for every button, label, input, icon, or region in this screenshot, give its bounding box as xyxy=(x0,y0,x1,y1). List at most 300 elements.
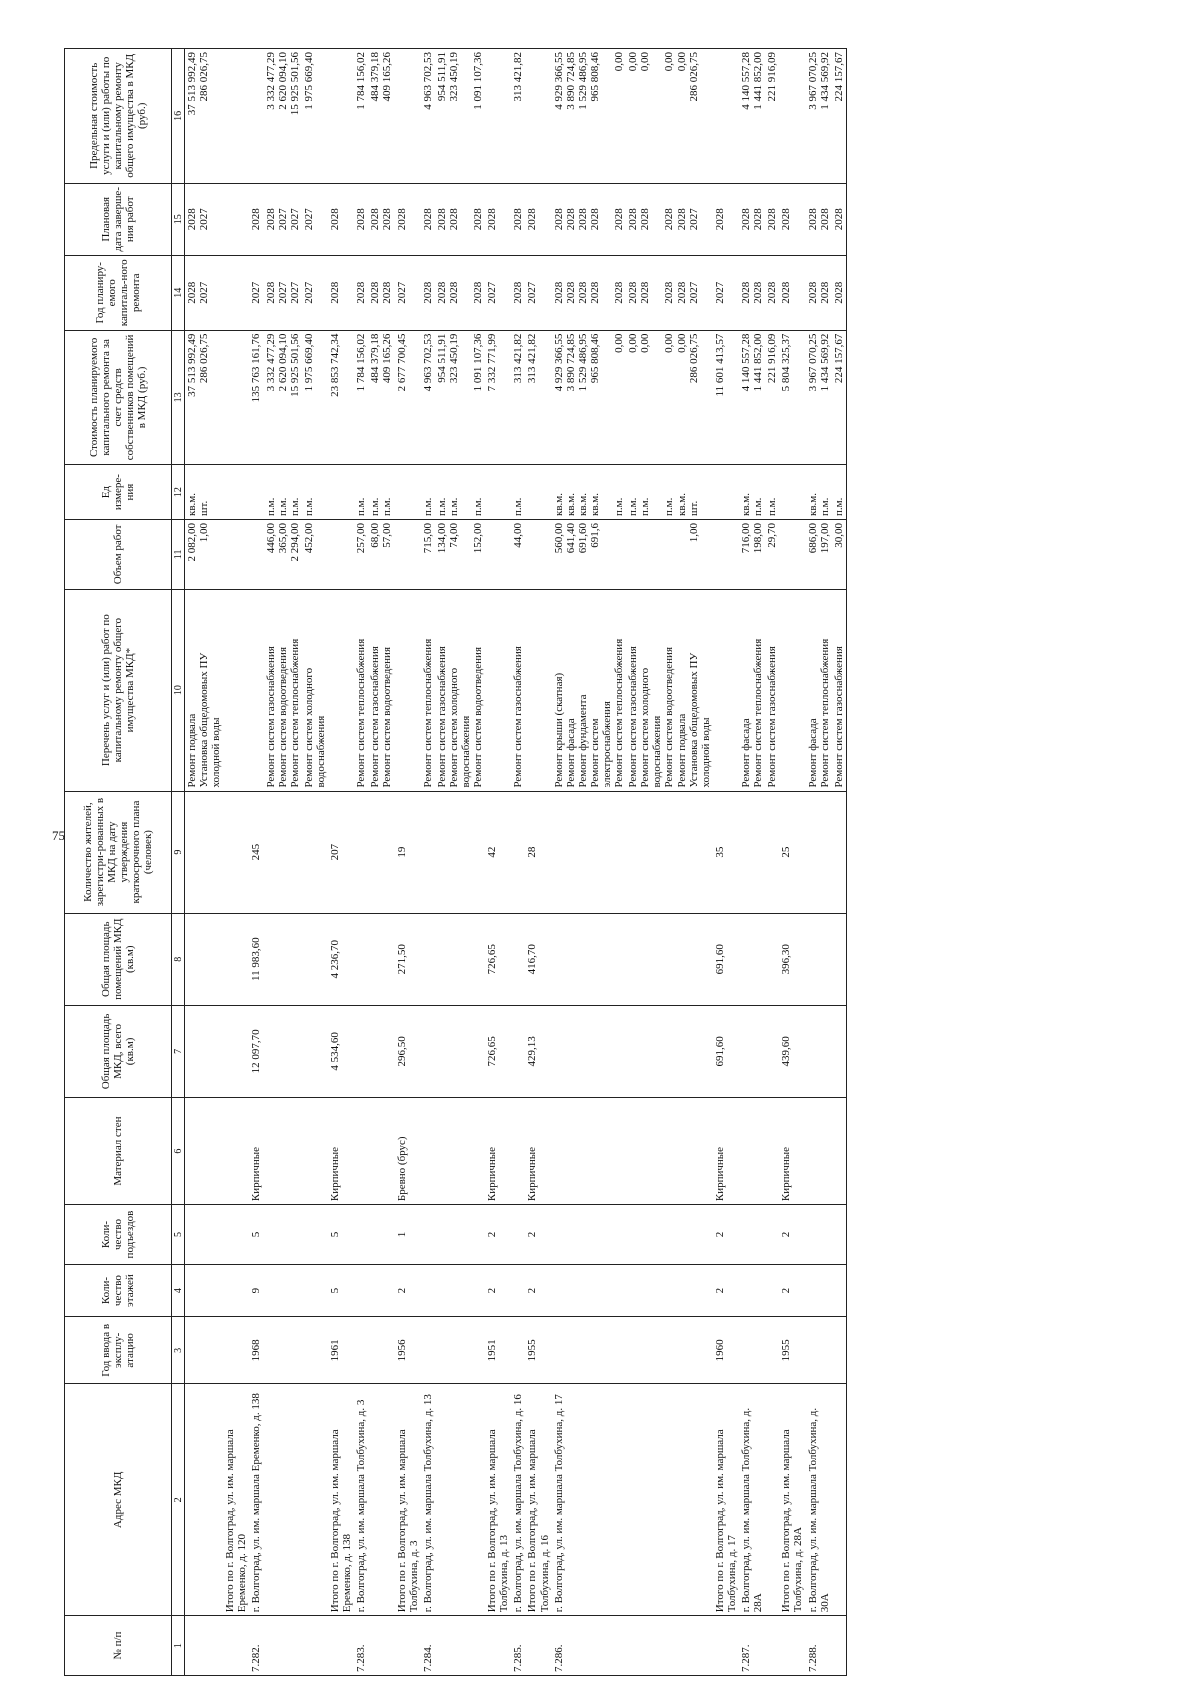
planned-cost-cell: 954 511,91 323 450,19 1 091 107,36 xyxy=(435,330,485,465)
column-number-cell: 3 xyxy=(172,1317,185,1384)
address-cell: г. Волгоград, ул. им. маршала Толбухина, д. 28А xyxy=(739,1384,765,1616)
total-area-cell: 726,65 xyxy=(485,1005,511,1097)
row-number-cell xyxy=(485,1616,511,1676)
total-area-cell xyxy=(739,1005,765,1097)
year-built-cell: 1951 xyxy=(485,1317,511,1384)
column-number-cell: 16 xyxy=(172,49,185,184)
planned-year-cell: 2028 xyxy=(354,255,368,330)
total-area-cell: 296,50 xyxy=(395,1005,421,1097)
unit-cell: кв.м. шт. xyxy=(185,465,224,520)
planned-cost-cell: 7 332 771,99 xyxy=(485,330,511,465)
row-number-cell xyxy=(223,1616,249,1676)
completion-date-cell: 2028 xyxy=(779,183,805,255)
column-number-cell: 11 xyxy=(172,519,185,589)
planned-year-cell: 2028 2028 2028 2028 2028 xyxy=(552,255,627,330)
header-cell: Год ввода в эксплу-атацию xyxy=(65,1317,172,1384)
works-list-cell: Ремонт крыши (скатная) Ремонт фасада Ремонт фундамента Ремонт систем электроснабжения Ремонт систем теплоснабжения xyxy=(552,589,627,791)
unit-cell: кв.м. кв.м. кв.м. кв.м. п.м. xyxy=(552,465,627,520)
header-cell: Коли-чество этажей xyxy=(65,1264,172,1316)
table-row xyxy=(552,49,627,1676)
wall-material-cell xyxy=(626,1098,713,1205)
entrances-cell: 2 xyxy=(713,1205,739,1265)
planned-cost-cell: 2 677 700,45 xyxy=(395,330,421,465)
residents-cell xyxy=(765,791,779,913)
rotated-table-wrapper xyxy=(64,48,1180,1676)
planned-cost-cell: 4 963 702,53 xyxy=(421,330,435,465)
planned-year-cell: 2028 2028 2028 2028 2027 xyxy=(626,255,713,330)
table-row xyxy=(435,49,485,1676)
page-number: 75 xyxy=(52,828,65,843)
table-row xyxy=(395,49,421,1676)
address-cell: г. Волгоград, ул. им. маршала Толбухина, д. 3 xyxy=(354,1384,368,1616)
completion-date-cell: 2028 xyxy=(832,183,847,255)
premises-area-cell xyxy=(223,913,249,1005)
premises-area-cell xyxy=(264,913,302,1005)
work-volume-cell: 715,00 xyxy=(421,519,435,589)
unit-cell: п.м. xyxy=(832,465,847,520)
header-cell: Общая площадь МКД, всего (кв.м) xyxy=(65,1005,172,1097)
residents-cell xyxy=(511,791,525,913)
floors-cell: 2 xyxy=(779,1264,805,1316)
works-list-cell: Ремонт систем газоснабжения xyxy=(765,589,779,791)
planned-year-cell: 2028 xyxy=(765,255,779,330)
residents-cell xyxy=(806,791,832,913)
header-cell: Количество жителей, зарегистри-рованных в МКД на дату утверждения краткосрочного плана (человек) xyxy=(65,791,172,913)
limit-cost-cell xyxy=(249,49,263,184)
year-built-cell xyxy=(739,1317,765,1384)
planned-cost-cell: 4 140 557,28 1 441 852,00 xyxy=(739,330,765,465)
year-built-cell: 1955 xyxy=(779,1317,805,1384)
completion-date-cell: 2028 xyxy=(328,183,354,255)
work-volume-cell xyxy=(779,519,805,589)
header-cell: Общая площадь помещений МКД (кв.м) xyxy=(65,913,172,1005)
total-area-cell xyxy=(302,1005,328,1097)
address-cell xyxy=(832,1384,847,1616)
works-list-cell: Ремонт систем газоснабжения Ремонт систем водоотведения Ремонт систем теплоснабжения xyxy=(264,589,302,791)
completion-date-cell: 2028 xyxy=(765,183,779,255)
table-row xyxy=(806,49,832,1676)
unit-cell: п.м. п.м. п.м. xyxy=(264,465,302,520)
limit-cost-cell: 313 421,82 xyxy=(511,49,525,184)
residents-cell xyxy=(552,791,627,913)
address-cell: Итого по г. Волгоград, ул. им. маршала Толбухина, д. 16 xyxy=(525,1384,551,1616)
premises-area-cell xyxy=(421,913,435,1005)
entrances-cell xyxy=(552,1205,627,1265)
residents-cell: 207 xyxy=(328,791,354,913)
entrances-cell xyxy=(806,1205,832,1265)
limit-cost-cell xyxy=(485,49,511,184)
planned-cost-cell: 484 379,18 409 165,26 xyxy=(368,330,394,465)
planned-year-cell: 2027 xyxy=(249,255,263,330)
works-list-cell: Ремонт систем газоснабжения Ремонт систем водоотведения xyxy=(368,589,394,791)
table-row xyxy=(765,49,779,1676)
year-built-cell xyxy=(832,1317,847,1384)
works-list-cell xyxy=(395,589,421,791)
planned-year-cell: 2027 xyxy=(395,255,421,330)
work-volume-cell: 44,00 xyxy=(511,519,525,589)
floors-cell xyxy=(354,1264,368,1316)
residents-cell xyxy=(368,791,394,913)
total-area-cell xyxy=(626,1005,713,1097)
wall-material-cell: Бревно (брус) xyxy=(395,1098,421,1205)
completion-date-cell: 2028 xyxy=(421,183,435,255)
header-cell: Ед измере-ния xyxy=(65,465,172,520)
floors-cell xyxy=(511,1264,525,1316)
row-number-cell xyxy=(395,1616,421,1676)
floors-cell: 2 xyxy=(485,1264,511,1316)
wall-material-cell xyxy=(354,1098,368,1205)
unit-cell: п.м. xyxy=(302,465,328,520)
wall-material-cell xyxy=(739,1098,765,1205)
premises-area-cell xyxy=(739,913,765,1005)
year-built-cell xyxy=(223,1317,249,1384)
planned-cost-cell: 1 784 156,02 xyxy=(354,330,368,465)
residents-cell xyxy=(302,791,328,913)
entrances-cell xyxy=(354,1205,368,1265)
column-number-cell: 10 xyxy=(172,589,185,791)
planned-cost-cell: 313 421,82 xyxy=(525,330,551,465)
premises-area-cell xyxy=(806,913,832,1005)
address-cell: Итого по г. Волгоград, ул. им. маршала Толбухина, д. 13 xyxy=(485,1384,511,1616)
planned-cost-cell: 37 513 992,49 286 026,75 xyxy=(185,330,224,465)
premises-area-cell xyxy=(552,913,627,1005)
limit-cost-cell xyxy=(328,49,354,184)
completion-date-cell: 2028 xyxy=(511,183,525,255)
wall-material-cell: Кирпичные xyxy=(525,1098,551,1205)
column-number-cell: 1 xyxy=(172,1616,185,1676)
premises-area-cell xyxy=(511,913,525,1005)
limit-cost-cell: 37 513 992,49 286 026,75 xyxy=(185,49,224,184)
column-number-cell: 6 xyxy=(172,1098,185,1205)
limit-cost-cell: 954 511,91 323 450,19 1 091 107,36 xyxy=(435,49,485,184)
work-volume-cell: 68,00 57,00 xyxy=(368,519,394,589)
work-volume-cell: 29,70 xyxy=(765,519,779,589)
works-list-cell xyxy=(485,589,511,791)
planned-cost-cell: 313 421,82 xyxy=(511,330,525,465)
planned-cost-cell: 1 975 669,40 xyxy=(302,330,328,465)
floors-cell xyxy=(552,1264,627,1316)
work-volume-cell: 2 082,00 1,00 xyxy=(185,519,224,589)
planned-year-cell: 2027 xyxy=(525,255,551,330)
header-cell: Стоимость планируемого капитального ремонта за счет средств собственников помещений в МКД (руб.) xyxy=(65,330,172,465)
work-volume-cell: 686,00 197,00 xyxy=(806,519,832,589)
year-built-cell xyxy=(552,1317,627,1384)
works-list-cell: Ремонт систем холодного водоснабжения xyxy=(302,589,328,791)
completion-date-cell: 2028 2028 2028 2028 2027 xyxy=(626,183,713,255)
row-number-cell xyxy=(328,1616,354,1676)
entrances-cell: 2 xyxy=(525,1205,551,1265)
wall-material-cell: Кирпичные xyxy=(779,1098,805,1205)
works-list-cell: Ремонт фасада Ремонт систем теплоснабжения xyxy=(806,589,832,791)
row-number-cell: 7.283. xyxy=(354,1616,368,1676)
completion-date-cell: 2028 2028 xyxy=(368,183,394,255)
total-area-cell xyxy=(552,1005,627,1097)
limit-cost-cell xyxy=(223,49,249,184)
residents-cell xyxy=(185,791,224,913)
floors-cell: 9 xyxy=(249,1264,263,1316)
wall-material-cell xyxy=(832,1098,847,1205)
address-cell xyxy=(264,1384,302,1616)
work-volume-cell: 257,00 xyxy=(354,519,368,589)
premises-area-cell: 396,30 xyxy=(779,913,805,1005)
year-built-cell: 1960 xyxy=(713,1317,739,1384)
limit-cost-cell xyxy=(525,49,551,184)
floors-cell xyxy=(185,1264,224,1316)
unit-cell: кв.м. п.м. xyxy=(806,465,832,520)
table-row xyxy=(302,49,328,1676)
wall-material-cell xyxy=(302,1098,328,1205)
floors-cell xyxy=(435,1264,485,1316)
header-cell: Материал стен xyxy=(65,1098,172,1205)
works-list-cell xyxy=(223,589,249,791)
address-cell xyxy=(302,1384,328,1616)
premises-area-cell: 271,50 xyxy=(395,913,421,1005)
floors-cell xyxy=(626,1264,713,1316)
work-volume-cell xyxy=(223,519,249,589)
works-list-cell: Ремонт систем газоснабжения xyxy=(832,589,847,791)
wall-material-cell xyxy=(552,1098,627,1205)
completion-date-cell: 2027 xyxy=(302,183,328,255)
table-row xyxy=(368,49,394,1676)
header-cell: Коли-чество подъездов xyxy=(65,1205,172,1265)
residents-cell: 35 xyxy=(713,791,739,913)
premises-area-cell: 11 983,60 xyxy=(249,913,263,1005)
completion-date-cell: 2028 2028 xyxy=(806,183,832,255)
entrances-cell xyxy=(435,1205,485,1265)
premises-area-cell xyxy=(302,913,328,1005)
floors-cell xyxy=(832,1264,847,1316)
entrances-cell xyxy=(626,1205,713,1265)
completion-date-cell: 2028 2028 2028 xyxy=(435,183,485,255)
planned-cost-cell: 5 804 325,37 xyxy=(779,330,805,465)
residents-cell xyxy=(354,791,368,913)
planned-year-cell: 2028 2028 xyxy=(368,255,394,330)
works-list-cell xyxy=(779,589,805,791)
year-built-cell: 1955 xyxy=(525,1317,551,1384)
premises-area-cell xyxy=(185,913,224,1005)
year-built-cell xyxy=(302,1317,328,1384)
column-number-row xyxy=(172,49,185,1676)
total-area-cell: 4 534,60 xyxy=(328,1005,354,1097)
row-number-cell: 7.286. xyxy=(552,1616,627,1676)
column-number-cell: 15 xyxy=(172,183,185,255)
unit-cell: кв.м. п.м. xyxy=(739,465,765,520)
row-number-cell xyxy=(832,1616,847,1676)
entrances-cell xyxy=(302,1205,328,1265)
completion-date-cell xyxy=(223,183,249,255)
premises-area-cell xyxy=(626,913,713,1005)
total-area-cell: 429,13 xyxy=(525,1005,551,1097)
total-area-cell xyxy=(435,1005,485,1097)
residents-cell xyxy=(223,791,249,913)
unit-cell: п.м. xyxy=(421,465,435,520)
planned-year-cell: 2027 xyxy=(302,255,328,330)
limit-cost-cell: 4 929 366,55 3 890 724,85 1 529 486,95 965 808,46 0,00 xyxy=(552,49,627,184)
residents-cell: 19 xyxy=(395,791,421,913)
year-built-cell xyxy=(626,1317,713,1384)
limit-cost-cell: 221 916,09 xyxy=(765,49,779,184)
unit-cell: п.м. xyxy=(511,465,525,520)
unit-cell xyxy=(223,465,249,520)
planned-year-cell: 2028 xyxy=(511,255,525,330)
work-volume-cell: 716,00 198,00 xyxy=(739,519,765,589)
limit-cost-cell xyxy=(779,49,805,184)
address-cell xyxy=(765,1384,779,1616)
table-row xyxy=(249,49,263,1676)
completion-date-cell: 2028 2028 xyxy=(739,183,765,255)
work-volume-cell: 1,00 xyxy=(626,519,713,589)
table-body xyxy=(185,49,847,1676)
header-cell: Перечень услуг и (или) работ по капитальному ремонту общего имущества МКД* xyxy=(65,589,172,791)
row-number-cell xyxy=(713,1616,739,1676)
header-cell: Плановая дата заверше-ния работ xyxy=(65,183,172,255)
table-row xyxy=(525,49,551,1676)
work-volume-cell: 560,00 641,40 691,60 691,6 xyxy=(552,519,627,589)
works-list-cell: Ремонт подвала Установка общедомовых ПУ холодной воды xyxy=(185,589,224,791)
residents-cell xyxy=(421,791,435,913)
floors-cell xyxy=(302,1264,328,1316)
capital-repair-table xyxy=(64,48,847,1676)
column-number-cell: 5 xyxy=(172,1205,185,1265)
floors-cell xyxy=(806,1264,832,1316)
work-volume-cell xyxy=(395,519,421,589)
header-cell: Год планиру-емого капиталь-ного ремонта xyxy=(65,255,172,330)
row-number-cell xyxy=(185,1616,224,1676)
work-volume-cell: 452,00 xyxy=(302,519,328,589)
entrances-cell: 5 xyxy=(328,1205,354,1265)
address-cell xyxy=(368,1384,394,1616)
table-row xyxy=(779,49,805,1676)
table-row xyxy=(485,49,511,1676)
wall-material-cell xyxy=(264,1098,302,1205)
wall-material-cell xyxy=(223,1098,249,1205)
work-volume-cell xyxy=(249,519,263,589)
entrances-cell: 2 xyxy=(485,1205,511,1265)
unit-cell: п.м. xyxy=(765,465,779,520)
year-built-cell xyxy=(765,1317,779,1384)
entrances-cell xyxy=(765,1205,779,1265)
completion-date-cell: 2028 xyxy=(485,183,511,255)
limit-cost-cell: 4 963 702,53 xyxy=(421,49,435,184)
entrances-cell xyxy=(511,1205,525,1265)
work-volume-cell xyxy=(328,519,354,589)
table-row xyxy=(832,49,847,1676)
wall-material-cell: Кирпичные xyxy=(328,1098,354,1205)
work-volume-cell: 446,00 365,00 2 294,00 xyxy=(264,519,302,589)
premises-area-cell: 416,70 xyxy=(525,913,551,1005)
row-number-cell: 7.282. xyxy=(249,1616,263,1676)
completion-date-cell: 2028 xyxy=(249,183,263,255)
planned-cost-cell xyxy=(223,330,249,465)
row-number-cell: 7.287. xyxy=(739,1616,765,1676)
row-number-cell xyxy=(435,1616,485,1676)
limit-cost-cell: 1 784 156,02 xyxy=(354,49,368,184)
work-volume-cell: 30,00 xyxy=(832,519,847,589)
total-area-cell: 12 097,70 xyxy=(249,1005,263,1097)
completion-date-cell: 2028 2027 xyxy=(185,183,224,255)
unit-cell: п.м. xyxy=(354,465,368,520)
entrances-cell xyxy=(185,1205,224,1265)
floors-cell xyxy=(765,1264,779,1316)
wall-material-cell: Кирпичные xyxy=(485,1098,511,1205)
residents-cell xyxy=(626,791,713,913)
total-area-cell xyxy=(185,1005,224,1097)
address-cell: Итого по г. Волгоград, ул. им. маршала Толбухина, д. 28А xyxy=(779,1384,805,1616)
residents-cell: 28 xyxy=(525,791,551,913)
header-cell: Адрес МКД xyxy=(65,1384,172,1616)
unit-cell: п.м. п.м. п.м. кв.м. шт. xyxy=(626,465,713,520)
entrances-cell: 1 xyxy=(395,1205,421,1265)
planned-cost-cell: 224 157,67 xyxy=(832,330,847,465)
premises-area-cell xyxy=(354,913,368,1005)
table-row xyxy=(354,49,368,1676)
header-cell: № п/п xyxy=(65,1616,172,1676)
unit-cell xyxy=(395,465,421,520)
address-cell: г. Волгоград, ул. им. маршала Еременко, д. 138 xyxy=(249,1384,263,1616)
row-number-cell: 7.284. xyxy=(421,1616,435,1676)
works-list-cell xyxy=(328,589,354,791)
entrances-cell xyxy=(832,1205,847,1265)
floors-cell xyxy=(368,1264,394,1316)
address-cell xyxy=(435,1384,485,1616)
row-number-cell xyxy=(264,1616,302,1676)
limit-cost-cell: 4 140 557,28 1 441 852,00 xyxy=(739,49,765,184)
works-list-cell: Ремонт систем газоснабжения Ремонт систем холодного водоснабжения Ремонт систем водоотведения Ремонт подвала Установка общедомовых ПУ холодной воды xyxy=(626,589,713,791)
row-number-cell xyxy=(302,1616,328,1676)
column-number-cell: 8 xyxy=(172,913,185,1005)
year-built-cell: 1956 xyxy=(395,1317,421,1384)
address-cell xyxy=(185,1384,224,1616)
limit-cost-cell xyxy=(395,49,421,184)
work-volume-cell xyxy=(485,519,511,589)
limit-cost-cell: 3 967 070,25 1 434 569,92 xyxy=(806,49,832,184)
residents-cell: 42 xyxy=(485,791,511,913)
premises-area-cell xyxy=(368,913,394,1005)
premises-area-cell: 4 236,70 xyxy=(328,913,354,1005)
table-row xyxy=(421,49,435,1676)
column-number-cell: 12 xyxy=(172,465,185,520)
premises-area-cell xyxy=(765,913,779,1005)
column-number-cell: 4 xyxy=(172,1264,185,1316)
work-volume-cell xyxy=(713,519,739,589)
table-row xyxy=(626,49,713,1676)
column-number-cell: 2 xyxy=(172,1384,185,1616)
table-row xyxy=(223,49,249,1676)
planned-year-cell: 2028 2028 xyxy=(739,255,765,330)
address-cell: Итого по г. Волгоград, ул. им. маршала Еременко, д. 120 xyxy=(223,1384,249,1616)
total-area-cell xyxy=(765,1005,779,1097)
year-built-cell xyxy=(435,1317,485,1384)
address-cell: г. Волгоград, ул. им. маршала Толбухина, д. 16 xyxy=(511,1384,525,1616)
unit-cell xyxy=(328,465,354,520)
planned-year-cell: 2028 xyxy=(832,255,847,330)
total-area-cell xyxy=(421,1005,435,1097)
floors-cell: 2 xyxy=(525,1264,551,1316)
year-built-cell xyxy=(511,1317,525,1384)
planned-year-cell: 2028 2028 2028 xyxy=(435,255,485,330)
limit-cost-cell: 484 379,18 409 165,26 xyxy=(368,49,394,184)
column-number-cell: 13 xyxy=(172,330,185,465)
work-volume-cell xyxy=(525,519,551,589)
header-cell: Предельная стоимость услуги и (или) работы по капитальному ремонту общего имущества в МКД (руб.) xyxy=(65,49,172,184)
residents-cell: 245 xyxy=(249,791,263,913)
works-list-cell: Ремонт систем теплоснабжения xyxy=(421,589,435,791)
entrances-cell xyxy=(368,1205,394,1265)
wall-material-cell xyxy=(511,1098,525,1205)
limit-cost-cell: 0,00 0,00 0,00 0,00 286 026,75 xyxy=(626,49,713,184)
planned-cost-cell: 3 967 070,25 1 434 569,92 xyxy=(806,330,832,465)
year-built-cell xyxy=(806,1317,832,1384)
